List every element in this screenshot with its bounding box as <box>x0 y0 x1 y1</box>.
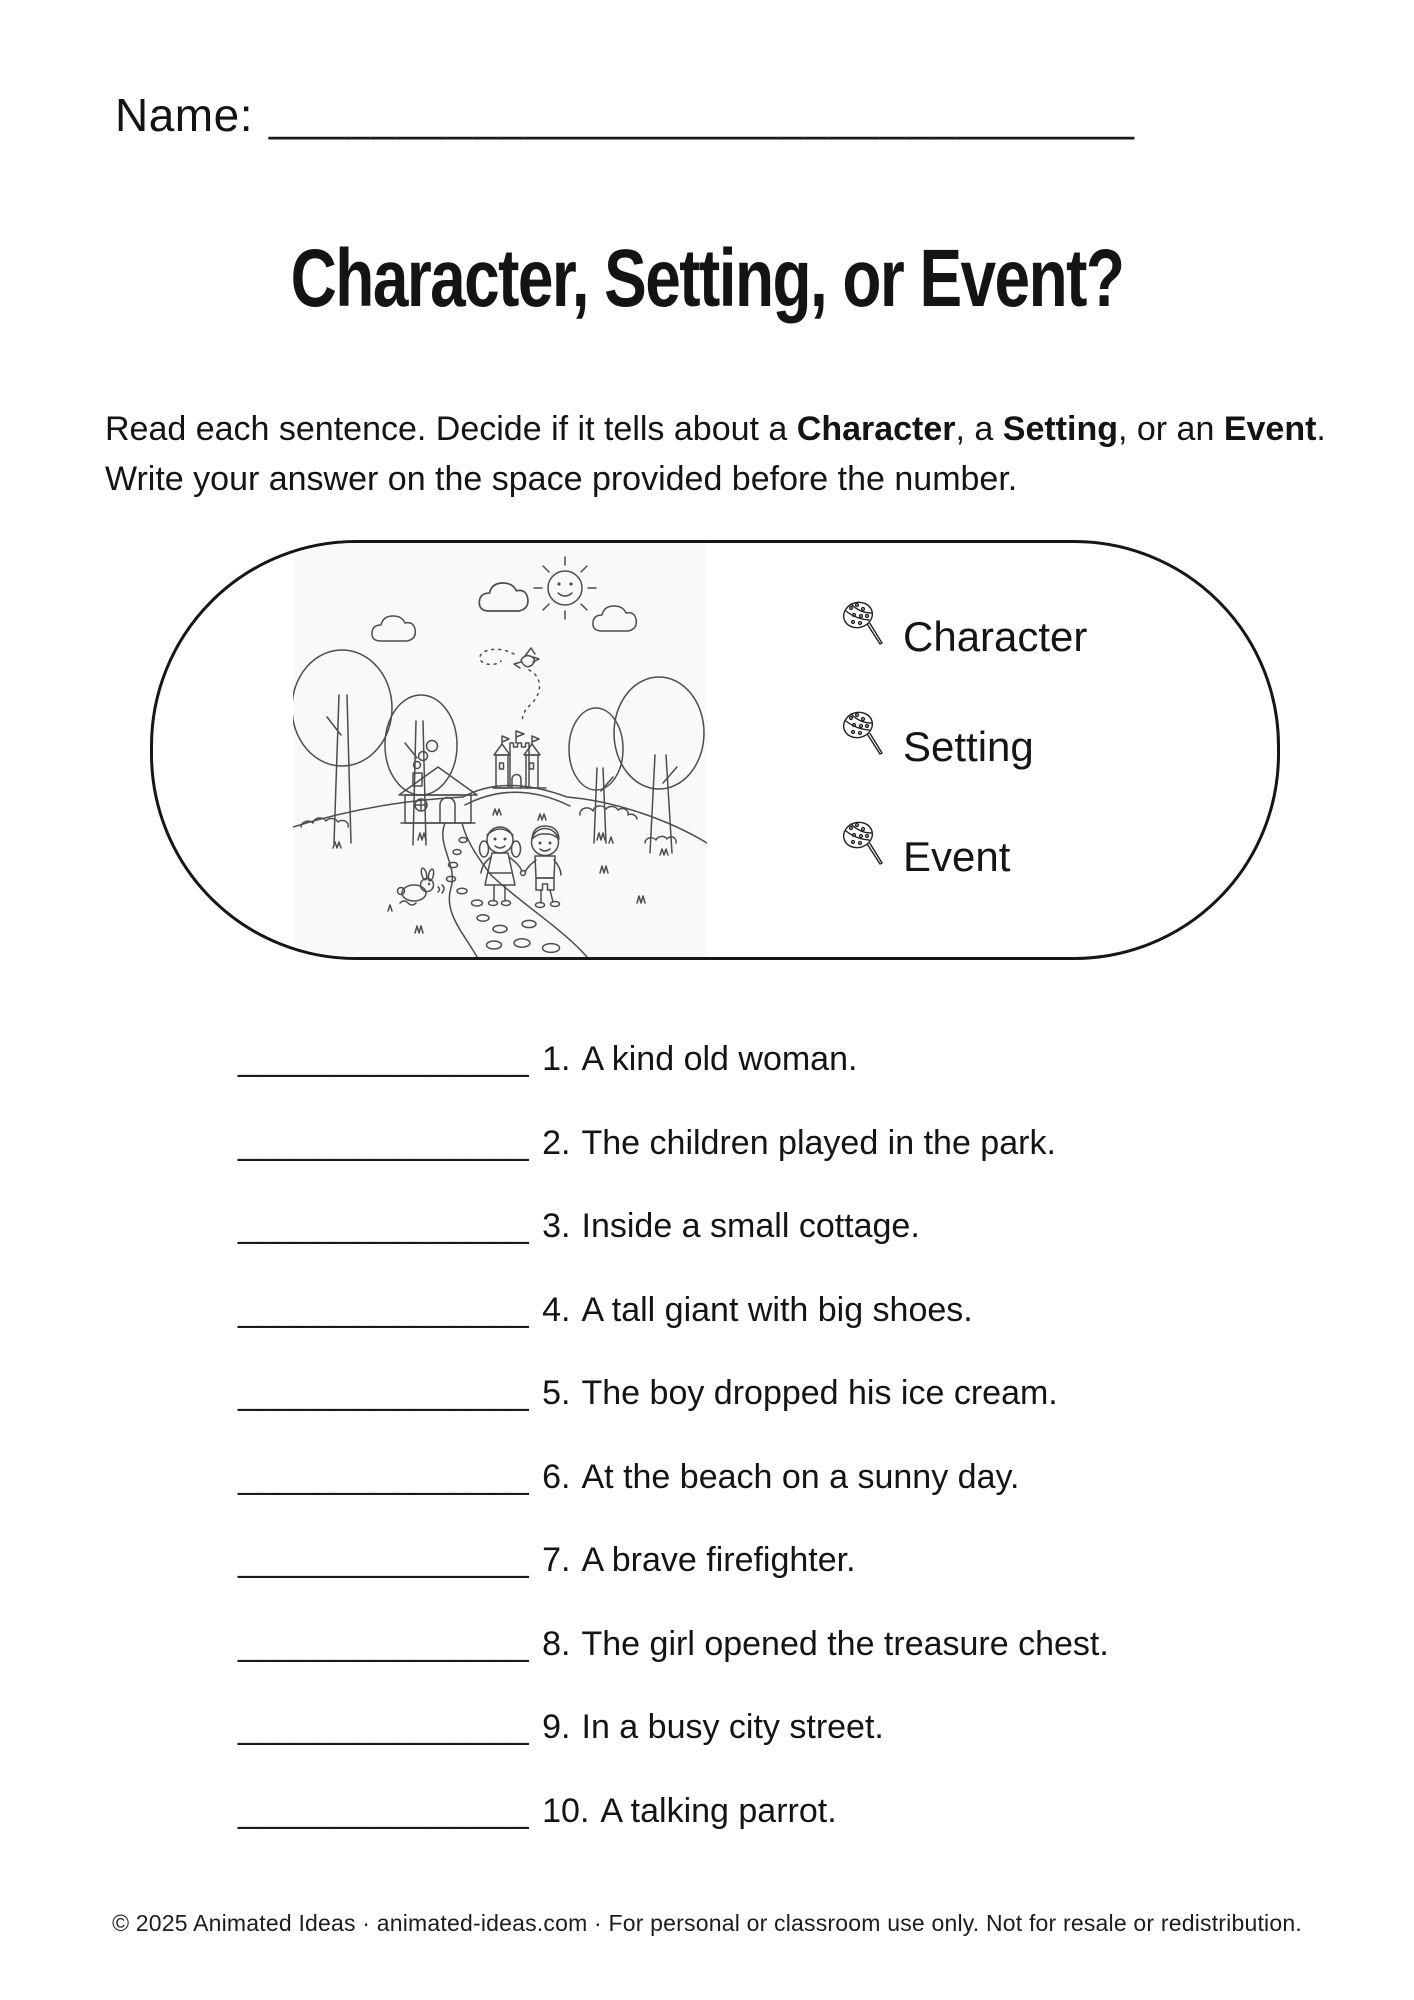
question-row <box>238 1207 1109 1246</box>
question-number: 1. <box>542 1040 571 1078</box>
question-row <box>238 1792 1109 1831</box>
question-text: In a busy city street. <box>581 1708 884 1746</box>
question-row <box>238 1625 1109 1664</box>
question-text: A brave firefighter. <box>581 1541 856 1579</box>
question-text: A tall giant with big shoes. <box>581 1290 973 1329</box>
legend-label-character: Character <box>903 613 1088 660</box>
instructions-segment: , a <box>955 410 1003 448</box>
question-number: 2. <box>542 1123 571 1162</box>
answer-blank-line: _______________ <box>238 1791 530 1830</box>
question-number: 10. <box>542 1791 590 1830</box>
question-number: 6. <box>542 1457 571 1496</box>
legend-item-setting <box>841 710 1034 770</box>
legend-item-character <box>841 600 1087 660</box>
question-row <box>238 1291 1109 1330</box>
answer-blank-line: _______________ <box>238 1624 530 1663</box>
answer-blank-line: _______________ <box>238 1374 530 1412</box>
question-text: The children played in the park. <box>581 1123 1056 1162</box>
legend-label-setting: Setting <box>903 723 1034 770</box>
instructions-segment: , or an <box>1117 410 1224 448</box>
question-text: The girl opened the treasure chest. <box>581 1624 1109 1663</box>
question-text: A kind old woman. <box>581 1040 858 1078</box>
question-text: The boy dropped his ice cream. <box>581 1374 1058 1412</box>
question-number: 9. <box>542 1708 571 1746</box>
example-box <box>150 540 1280 960</box>
question-text: A talking parrot. <box>600 1791 837 1830</box>
name-row <box>115 88 1135 142</box>
lollipop-icon <box>841 710 887 760</box>
answer-blank-line: _______________ <box>238 1040 530 1078</box>
question-number: 4. <box>542 1290 571 1329</box>
answer-blank-line: _______________ <box>238 1290 530 1329</box>
instructions-segment: Read each sentence. Decide if it tells about a <box>105 410 797 448</box>
instructions-text <box>105 404 1330 504</box>
answer-blank-line: _______________ <box>238 1457 530 1496</box>
answer-blank-line: _______________ <box>238 1541 530 1579</box>
answer-blank-line: _______________ <box>238 1207 530 1245</box>
question-list <box>238 1040 1109 1875</box>
instructions-keyword-character: Character <box>796 410 956 448</box>
copyright-footer: © 2025 Animated Ideas · animated-ideas.com · For personal or classroom use only. Not for resale or redistribution. <box>112 1910 1302 1936</box>
question-row <box>238 1458 1109 1497</box>
instructions-keyword-event: Event <box>1223 410 1317 448</box>
name-label: Name: <box>115 89 253 141</box>
scene-illustration <box>293 543 707 957</box>
question-text: Inside a small cottage. <box>581 1207 920 1245</box>
question-row <box>238 1541 1109 1580</box>
lollipop-icon <box>841 600 887 650</box>
legend-item-event <box>841 820 1010 880</box>
question-row <box>238 1124 1109 1163</box>
question-row <box>238 1708 1109 1747</box>
question-row <box>238 1374 1109 1413</box>
question-number: 3. <box>542 1207 571 1245</box>
question-number: 8. <box>542 1624 571 1663</box>
page-title: Character, Setting, or Event? <box>290 233 1124 324</box>
legend-label-event: Event <box>903 833 1011 880</box>
answer-blank-line: _______________ <box>238 1708 530 1746</box>
answer-blank-line: _______________ <box>238 1123 530 1162</box>
question-number: 7. <box>542 1541 571 1579</box>
lollipop-icon <box>841 820 887 870</box>
name-blank-line: __________________________________ <box>268 92 1135 141</box>
question-number: 5. <box>542 1374 571 1412</box>
instructions-segment: . Write your answer on the space provided before the number. <box>105 410 1326 498</box>
question-row <box>238 1040 1109 1079</box>
question-text: At the beach on a sunny day. <box>581 1457 1020 1496</box>
instructions-keyword-setting: Setting <box>1002 410 1118 448</box>
